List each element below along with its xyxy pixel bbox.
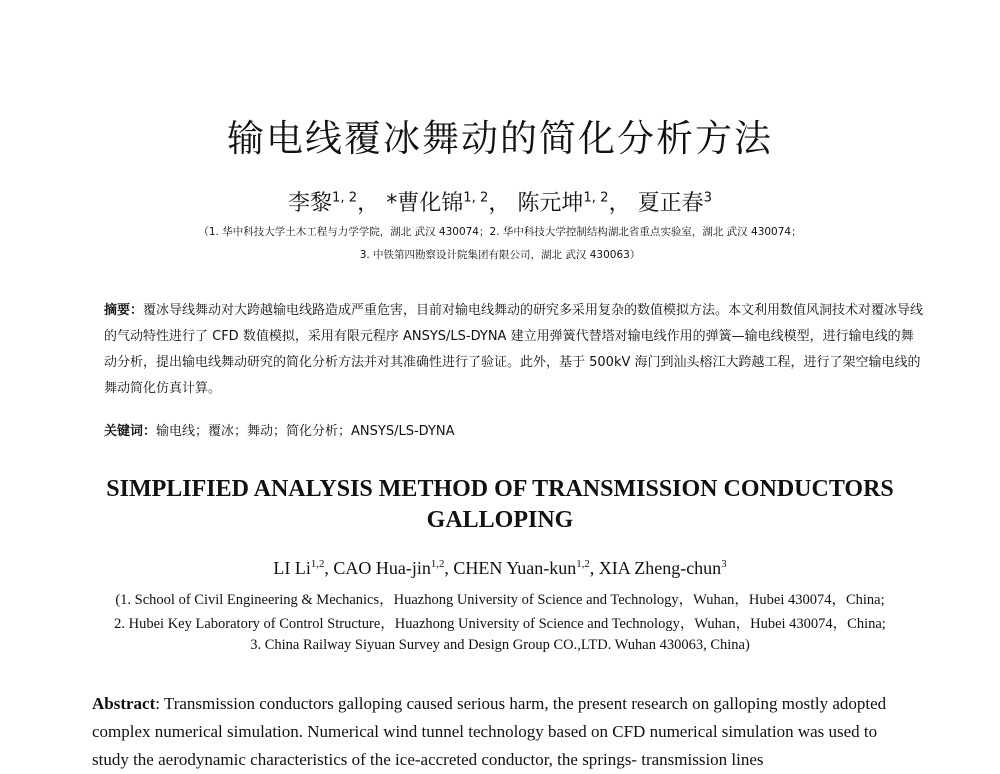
- chinese-keywords-label: 关键词：: [104, 424, 157, 439]
- author: 李黎$^{1, 2}$，: [287, 190, 380, 216]
- chinese-abstract-text: 覆冰导线舞动对大跨越输电线路造成严重危害，目前对输电线舞动的研究多采用复杂的数值模拟方法。本文利用数值风洞技术对覆冰导线的气动特性进行了 CFD 数值模拟，采用有限元程序 ANSYS/LS-DYNA 建立用弹簧代替塔对输电线作用的弹簧—输电线模型，进行输电线的舞动分析，提出输电线舞动研究的简化分析方法并对其准确性进行了验证。此外，基于 500kV 海门到汕头榕江大跨越工程，进行了架空输电线的舞动简化仿真计算。: [104, 303, 924, 396]
- author: 陈元坤$^{1, 2}$，: [517, 190, 631, 216]
- author: CAO Hua-jin$^{1,2}$,: [333, 558, 454, 578]
- english-title: SIMPLIFIED ANALYSIS METHOD OF TRANSMISSION CONDUCTORS GALLOPING: [106, 476, 894, 533]
- author: LI Li$^{1,2}$,: [273, 558, 334, 578]
- english-affiliation-line-1: (1. School of Civil Engineering & Mechanics，Huazhong University of Science and Technology，Wuhan，Hubei 430074，China;: [115, 592, 885, 608]
- chinese-affiliation-line-1: （1. 华中科技大学土木工程与力学学院，湖北 武汉 430074；2. 华中科技大学控制结构湖北省重点实验室，湖北 武汉 430074；: [198, 226, 802, 238]
- author: XIA Zheng-chun$^3$: [598, 558, 727, 578]
- english-abstract-label: Abstract: [92, 694, 156, 713]
- english-abstract: [92, 690, 912, 774]
- chinese-authors: [0, 186, 1000, 217]
- author: *曹化锦$^{1, 2}$，: [386, 190, 511, 216]
- chinese-keywords: [104, 420, 455, 439]
- chinese-keywords-text: 输电线；覆冰；舞动；简化分析；ANSYS/LS-DYNA: [156, 424, 455, 439]
- english-affiliation-line-3: 3. China Railway Siyuan Survey and Design Group CO.,LTD. Wuhan 430063, China): [250, 637, 750, 653]
- chinese-affiliation-line-2: 3. 中铁第四勘察设计院集团有限公司，湖北 武汉 430063）: [359, 249, 641, 261]
- author: 夏正春$^3$: [637, 190, 712, 216]
- english-authors: [0, 558, 1000, 579]
- chinese-title: 输电线覆冰舞动的简化分析方法: [227, 117, 773, 160]
- chinese-abstract-label: 摘要：: [104, 303, 144, 318]
- english-abstract-text: : Transmission conductors galloping caused serious harm, the present research on galloping mostly adopted complex numerical simulation. Numerical wind tunnel technology based on CFD numerical simulation was used to study the aerodynamic characteristics of the ice-accreted conductor, the springs- transmission lines: [92, 694, 887, 769]
- author: CHEN Yuan-kun$^{1,2}$,: [453, 558, 599, 578]
- chinese-abstract: [104, 298, 924, 402]
- english-affiliation-line-2: 2. Hubei Key Laboratory of Control Structure，Huazhong University of Science and Technology，Wuhan，Hubei 430074，China;: [114, 616, 886, 632]
